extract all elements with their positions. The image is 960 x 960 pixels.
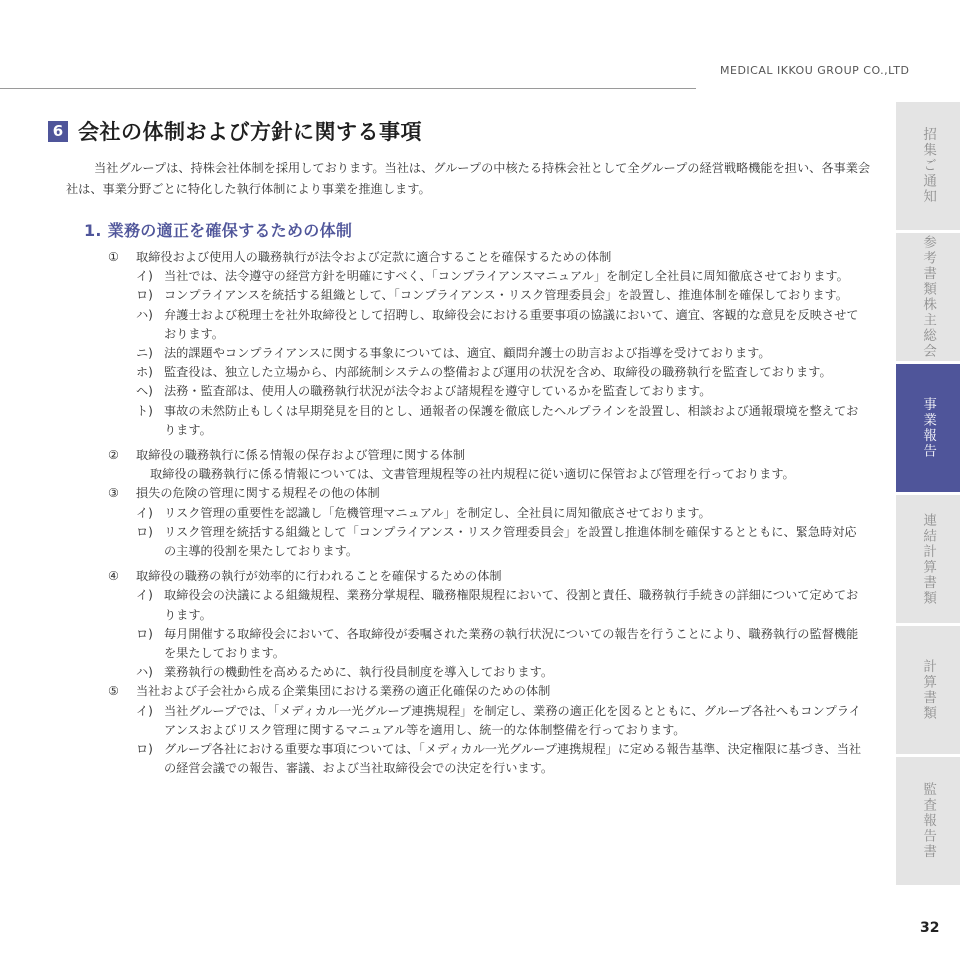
intro-paragraph: 当社グループは、持株会社体制を採用しております。当社は、グループの中核たる持株会社として全グループの経営戦略機能を担い、各事業会社は、事業分野ごとに特化した執行体制により事業を推進します。 (66, 161, 871, 196)
sub-mark: イ) (136, 703, 153, 718)
sidebar-tab-notice[interactable] (896, 102, 960, 230)
item-content (136, 682, 868, 778)
sub-text: 当社では、法令遵守の経営方針を明確にすべく、「コンプライアンスマニュアル」を制定し全社員に周知徹底させております。 (164, 269, 849, 284)
sub-text: リスク管理の重要性を認識し「危機管理マニュアル」を制定し、全社員に周知徹底させております。 (164, 505, 711, 520)
item-heading: 取締役および使用人の職務執行が法令および定款に適合することを確保するための体制 (136, 250, 612, 264)
sidebar-tab-label: 計算書類 (920, 659, 937, 721)
header-rule (0, 88, 696, 89)
list-item-5 (108, 682, 868, 778)
sub-item (136, 663, 868, 682)
sidebar-tab-label: 事業報告 (920, 397, 937, 459)
item-content (136, 248, 868, 440)
sub-mark: ヘ) (136, 384, 153, 399)
sub-mark: ホ) (136, 365, 153, 380)
sidebar-tab-label: 招集ご通知 (920, 127, 937, 205)
sub-item (136, 586, 868, 624)
sub-text: 毎月開催する取締役会において、各取締役が委嘱された業務の執行状況についての報告を行うことにより、職務執行の監督機能を果たしております。 (164, 626, 859, 661)
sub-text: リスク管理を統括する組織として「コンプライアンス・リスク管理委員会」を設置し推進体制を確保するとともに、緊急時対応の主導的役割を果たしております。 (164, 524, 857, 559)
item-mark: ② (108, 448, 119, 463)
subsection-title: 1. 業務の適正を確保するための体制 (84, 221, 353, 240)
sidebar-tab-audit[interactable] (896, 757, 960, 885)
sub-text: 法務・監査部は、使用人の職務執行状況が法令および諸規程を遵守しているかを監査しております。 (164, 384, 712, 399)
sidebar-tab-reference[interactable] (896, 233, 960, 361)
sub-item (136, 267, 868, 286)
list-item-4 (108, 567, 868, 682)
item-content (136, 446, 868, 484)
item-mark: ③ (108, 486, 119, 501)
list-item-3 (108, 484, 868, 561)
sub-text: グループ各社における重要な事項については、「メディカル一光グループ連携規程」に定める報告基準、決定権限に基づき、当社の経営会議での報告、審議、および当社取締役会での決定を行います。 (164, 742, 862, 776)
sub-item (136, 504, 868, 523)
sidebar-nav (896, 102, 960, 902)
subsection-body (108, 248, 868, 778)
sidebar-tab-consolidated[interactable] (896, 495, 960, 623)
sub-mark: ロ) (136, 524, 153, 539)
sub-text: コンプライアンスを統括する組織として、「コンプライアンス・リスク管理委員会」を設置し、推進体制を確保しております。 (164, 288, 848, 303)
section-intro (66, 158, 872, 200)
list-item-1 (108, 248, 868, 440)
sub-mark: ハ) (136, 665, 153, 680)
sub-item (136, 286, 868, 305)
sidebar-tab-business-report[interactable] (896, 364, 960, 492)
sub-text: 業務執行の機動性を高めるために、執行役員制度を導入しております。 (164, 665, 554, 680)
sub-text: 事故の未然防止もしくは早期発見を目的とし、通報者の保護を徹底したヘルプラインを設置し、相談および通報環境を整えております。 (164, 403, 859, 437)
sub-item (136, 740, 868, 778)
sidebar-tab-label: 連結計算書類 (920, 512, 937, 606)
page-number: 32 (920, 920, 940, 936)
sub-mark: イ) (136, 588, 153, 603)
sidebar-tab-label: 監査報告書 (920, 782, 937, 860)
item-content (136, 484, 868, 561)
item-heading: 取締役の職務の執行が効率的に行われることを確保するための体制 (136, 569, 502, 584)
sub-item (136, 523, 868, 561)
item-heading: 損失の危険の管理に関する規程その他の体制 (136, 486, 380, 501)
sub-mark: ロ) (136, 626, 153, 641)
sub-mark: ロ) (136, 288, 153, 303)
sub-mark: ハ) (136, 307, 153, 322)
sub-mark: ロ) (136, 742, 153, 757)
sub-item (136, 344, 868, 363)
sub-item (136, 306, 868, 344)
sub-text: 当社グループでは、「メディカル一光グループ連携規程」を制定し、業務の適正化を図るとともに、グループ各社へもコンプライアンスおよびリスク管理に関するマニュアル等を適用し、統一的な体制整備を行っております。 (164, 703, 861, 737)
sub-text: 監査役は、独立した立場から、内部統制システムの整備および運用の状況を含め、取締役の職務執行を監査しております。 (164, 365, 832, 380)
sub-mark: ト) (136, 403, 153, 418)
sub-item (136, 382, 868, 401)
sub-text: 法的課題やコンプライアンスに関する事象については、適宜、顧問弁護士の助言および指導を受けております。 (164, 346, 771, 361)
item-note: 取締役の職務執行に係る情報については、文書管理規程等の社内規程に従い適切に保管および管理を行っております。 (150, 467, 795, 482)
sub-mark: イ) (136, 505, 153, 520)
item-content (136, 567, 868, 682)
section-number-badge: 6 (48, 121, 68, 142)
item-mark: ④ (108, 569, 119, 584)
item-mark: ① (108, 250, 119, 264)
sidebar-tab-financial[interactable] (896, 626, 960, 754)
item-heading: 取締役の職務執行に係る情報の保存および管理に関する体制 (136, 448, 466, 463)
sidebar-tab-label: 参考書類株主総会 (920, 235, 937, 359)
sub-item (136, 702, 868, 740)
sub-item (136, 363, 868, 382)
sub-text: 弁護士および税理士を社外取締役として招聘し、取締役会における重要事項の協議において、適宜、客観的な意見を反映させております。 (164, 307, 859, 341)
sub-item (136, 625, 868, 663)
company-name: MEDICAL IKKOU GROUP CO.,LTD (720, 64, 910, 77)
sub-mark: ニ) (136, 346, 153, 361)
sub-text: 取締役会の決議による組織規程、業務分掌規程、職務権限規程において、役割と責任、職務執行手続きの詳細について定めております。 (164, 588, 859, 622)
list-item-2 (108, 446, 868, 484)
item-heading: 当社および子会社から成る企業集団における業務の適正化確保のための体制 (136, 684, 551, 699)
sub-mark: イ) (136, 269, 153, 284)
item-mark: ⑤ (108, 684, 119, 699)
section-heading (48, 116, 422, 146)
section-title: 会社の体制および方針に関する事項 (78, 120, 422, 144)
sub-item (136, 402, 868, 440)
